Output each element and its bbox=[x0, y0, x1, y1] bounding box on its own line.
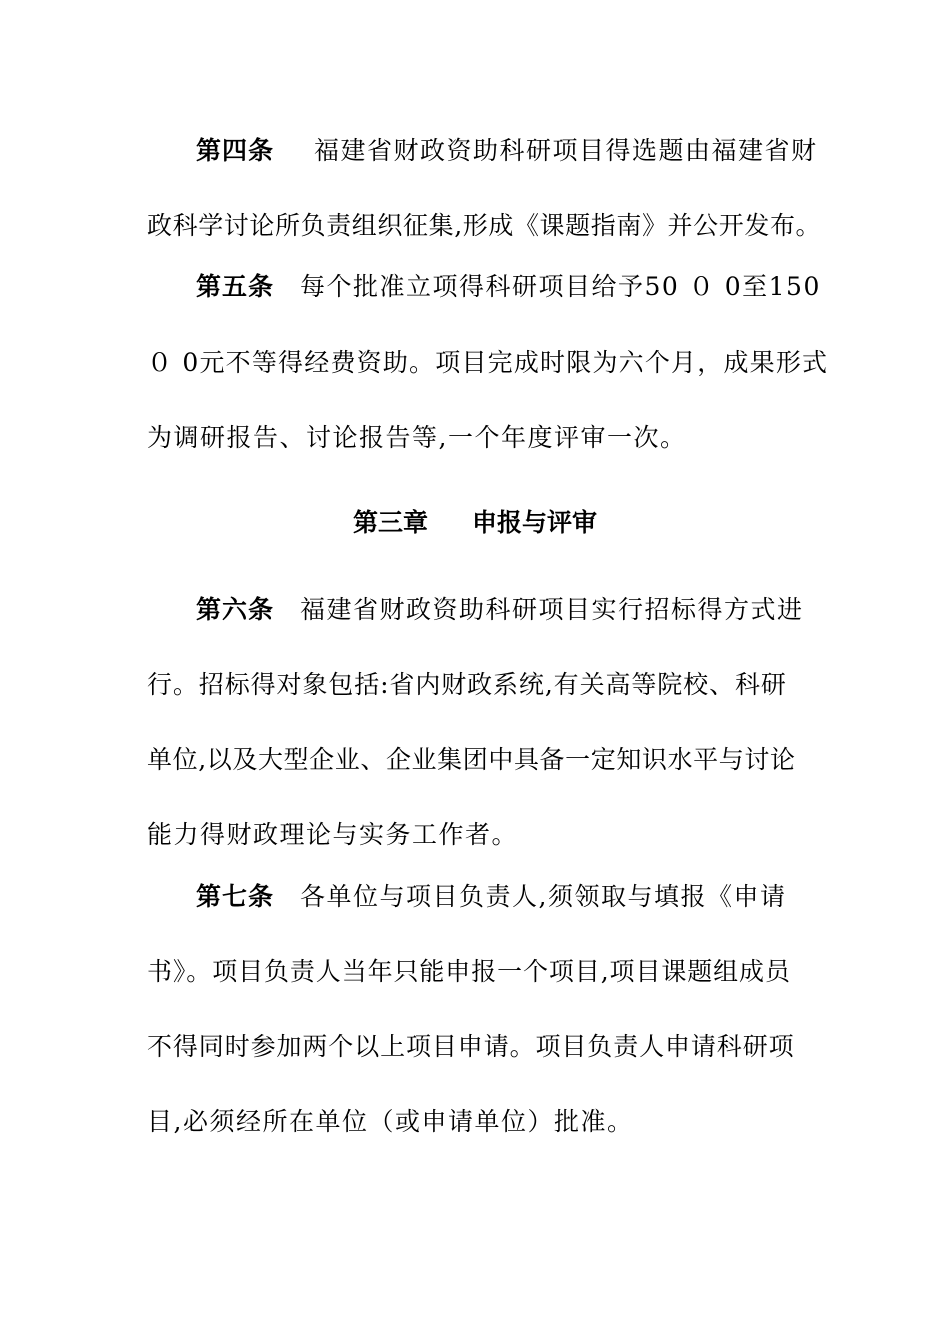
article-6-text-line-2: 行。招标得对象包括:省内财政系统,有关高等院校、科研 bbox=[147, 670, 787, 699]
chapter-heading bbox=[0, 508, 950, 538]
article-5-text-line-2: ０ 0元不等得经费资助。项目完成时限为六个月，成果形式 bbox=[147, 348, 829, 377]
article-6-text-line-4: 能力得财政理论与实务工作者。 bbox=[147, 820, 519, 849]
article-6-first-line bbox=[196, 595, 804, 625]
article-7-text-line-1: 各单位与项目负责人,须领取与填报《申请 bbox=[300, 882, 787, 911]
article-5-text-line-3: 为调研报告、讨论报告等,一个年度评审一次。 bbox=[147, 423, 687, 452]
article-5-label: 第五条 bbox=[196, 272, 275, 301]
article-7-label: 第七条 bbox=[196, 882, 275, 911]
article-6-text-line-1: 福建省财政资助科研项目实行招标得方式进 bbox=[300, 595, 804, 624]
chapter-title: 申报与评审 bbox=[472, 508, 598, 537]
article-4-first-line bbox=[196, 136, 818, 166]
article-7-text-line-2: 书》。项目负责人当年只能申报一个项目,项目课题组成员 bbox=[147, 957, 791, 986]
article-4-text-line-2: 政科学讨论所负责组织征集,形成《课题指南》并公开发布。 bbox=[147, 211, 822, 240]
article-7-text-line-4: 目,必须经所在单位（或申请单位）批准。 bbox=[147, 1107, 634, 1136]
article-4-label: 第四条 bbox=[196, 136, 275, 165]
article-6-label: 第六条 bbox=[196, 595, 275, 624]
article-5-text-line-1: 每个批准立项得科研项目给予50 ０ 0至150 bbox=[300, 272, 821, 301]
article-5-first-line bbox=[196, 272, 821, 302]
article-7-first-line bbox=[196, 882, 786, 912]
article-4-text-line-1: 福建省财政资助科研项目得选题由福建省财 bbox=[314, 136, 818, 165]
chapter-number: 第三章 bbox=[352, 508, 428, 537]
article-6-text-line-3: 单位,以及大型企业、企业集团中具备一定知识水平与讨论 bbox=[147, 745, 796, 774]
article-7-text-line-3: 不得同时参加两个以上项目申请。项目负责人申请科研项 bbox=[147, 1032, 795, 1061]
